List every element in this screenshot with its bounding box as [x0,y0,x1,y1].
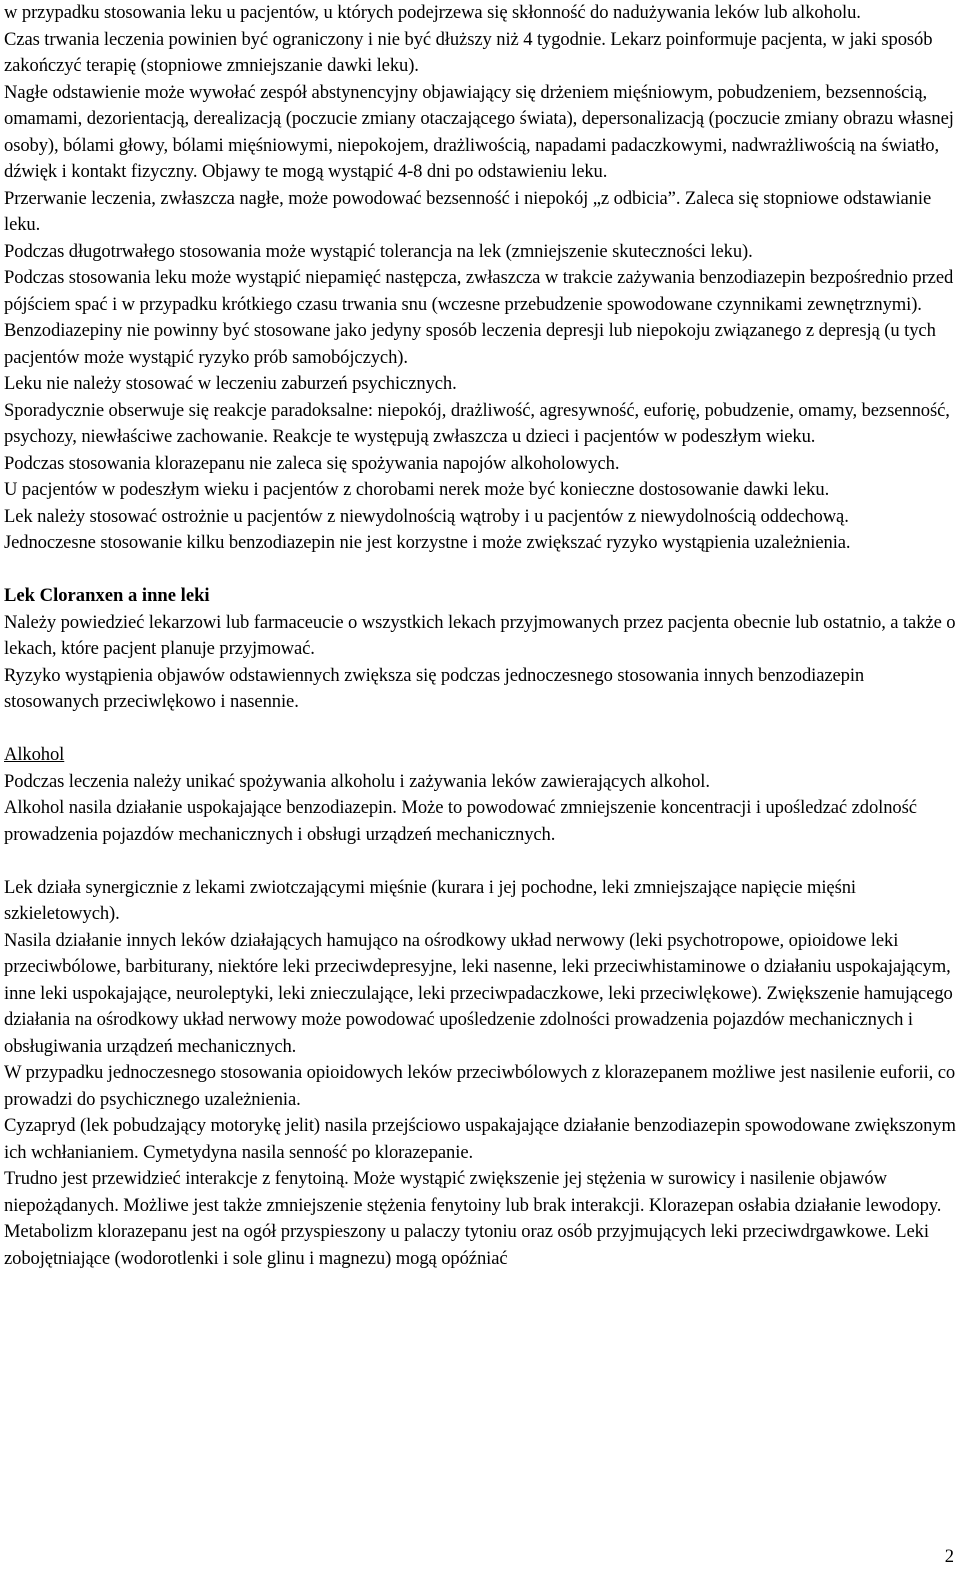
paragraph: Jednoczesne stosowanie kilku benzodiazepin nie jest korzystne i może zwiększać ryzyko wystąpienia uzależnienia. [4,532,851,553]
paragraph: Metabolizm klorazepanu jest na ogół przyspieszony u palaczy tytoniu oraz osób przyjmujących leki przeciwdrgawkowe. Leki zobojętniające (wodorotlenki i sole glinu i magnezu) mogą opóźniać [4,1221,929,1269]
paragraph: Alkohol nasila działanie uspokajające benzodiazepin. Może to powodować zmniejszenie koncentracji i upośledzać zdolność prowadzenia pojazdów mechanicznych i obsługi urządzeń mechanicznych. [4,797,917,845]
page-number: 2 [944,1546,954,1567]
paragraph: Podczas leczenia należy unikać spożywania alkoholu i zażywania leków zawierających alkohol. [4,770,710,792]
paragraph: W przypadku jednoczesnego stosowania opioidowych leków przeciwbólowych z klorazepanem możliwe jest nasilenie euforii, co prowadzi do psychicznego uzależnienia. [4,1062,956,1110]
paragraph: Leku nie należy stosować w leczeniu zaburzeń psychicznych. [4,373,457,394]
document-page [4,0,956,1272]
paragraph: Cyzapryd (lek pobudzający motorykę jelit) nasila przejściowo uspakajające działanie benzodiazepin spowodowane zwiększonym ich wchłanianiem. Cymetydyna nasila senność po klorazepanie. [4,1115,956,1163]
paragraph: Podczas stosowania klorazepanu nie zaleca się spożywania napojów alkoholowych. [4,452,620,474]
paragraph: Lek działa synergicznie z lekami zwiotczającymi mięśnie (kurara i jej pochodne, leki zmniejszające napięcie mięśni szkieletowych). [4,876,856,924]
section-heading: Alkohol [4,744,65,765]
paragraph: Przerwanie leczenia, zwłaszcza nagłe, może powodować bezsenność i niepokój „z odbicia”. Zaleca się stopniowe odstawianie leku. [4,187,932,235]
paragraph: Podczas stosowania leku może wystąpić niepamięć następcza, zwłaszcza w trakcie zażywania benzodiazepin bezpośrednio przed pójściem spać i w przypadku krótkiego czasu trwania snu (wczesne przebudzenie spowodowane czynnikami zewnętrznymi). [4,267,954,315]
paragraph: Benzodiazepiny nie powinny być stosowane jako jedyny sposób leczenia depresji lub niepokoju związanego z depresją (u tych pacjentów może wystąpić ryzyko prób samobójczych). [4,320,936,368]
spacer [4,557,956,584]
spacer [4,848,956,875]
paragraph: Lek należy stosować ostrożnie u pacjentów z niewydolnością wątroby i u pacjentów z niewydolnością oddechową. [4,505,849,527]
paragraph: w przypadku stosowania leku u pacjentów, u których podejrzewa się skłonność do nadużywania leków lub alkoholu. [4,2,861,23]
paragraph: Podczas długotrwałego stosowania może wystąpić tolerancja na lek (zmniejszenie skuteczności leku). [4,240,753,262]
paragraph: Ryzyko wystąpienia objawów odstawiennych zwiększa się podczas jednoczesnego stosowania innych benzodiazepin stosowanych przeciwlękowo i nasennie. [4,664,865,712]
warnings-section [4,0,956,557]
paragraph: Czas trwania leczenia powinien być ograniczony i nie być dłuższy niż 4 tygodnie. Lekarz poinformuje pacjenta, w jaki sposób zakończyć terapię (stopniowe zmniejszanie dawki leku). [4,28,933,76]
paragraph: Należy powiedzieć lekarzowi lub farmaceucie o wszystkich lekach przyjmowanych przez pacjenta obecnie lub ostatnio, a także o lekach, które pacjent planuje przyjmować. [4,611,956,659]
drug-interactions-section [4,875,956,1273]
paragraph: U pacjentów w podeszłym wieku i pacjentów z chorobami nerek może być konieczne dostosowanie dawki leku. [4,479,830,500]
paragraph: Sporadycznie obserwuje się reakcje paradoksalne: niepokój, drażliwość, agresywność, euforię, pobudzenie, omamy, bezsenność, psychozy, niewłaściwe zachowanie. Reakcje te występują zwłaszcza u dzieci i pacjentów w podeszłym wieku. [4,399,950,447]
paragraph: Nagłe odstawienie może wywołać zespół abstynencyjny objawiający się drżeniem mięśniowym, pobudzeniem, bezsennością, omamami, dezorientacją, derealizacją (poczucie zmiany otaczającego świata), depersonalizacją (poczucie zmiany obrazu własnej osoby), bólami głowy, bólami mięśniowymi, niepokojem, drażliwością, napadami padaczkowymi, nadwrażliwością na światło, dźwięk i kontakt fizyczny. Objawy te mogą wystąpić 4-8 dni po odstawieniu leku. [4,81,954,182]
paragraph: Nasila działanie innych leków działających hamująco na ośrodkowy układ nerwowy (leki psychotropowe, opioidowe leki przeciwbólowe, barbiturany, niektóre leki przeciwdepresyjne, leki nasenne, leki przeciwhistaminowe o działaniu uspokajającym, inne leki uspokajające, neuroleptyki, leki znieczulające, leki przeciwpadaczkowe, leki przeciwlękowe). Zwiększenie hamującego działania na ośrodkowy układ nerwowy może powodować upośledzenie zdolności prowadzenia pojazdów mechanicznych i obsługiwania urządzeń mechanicznych. [4,929,953,1057]
alcohol-section [4,742,956,848]
paragraph: Trudno jest przewidzieć interakcje z fenytoiną. Może wystąpić zwiększenie jej stężenia w surowicy i nasilenie objawów niepożądanych. Możliwe jest także zmniejszenie stężenia fenytoiny lub brak interakcji. Klorazepan osłabia działanie lewodopy. [4,1168,942,1216]
spacer [4,716,956,743]
interactions-section [4,583,956,716]
section-heading: Lek Cloranxen a inne leki [4,585,210,606]
